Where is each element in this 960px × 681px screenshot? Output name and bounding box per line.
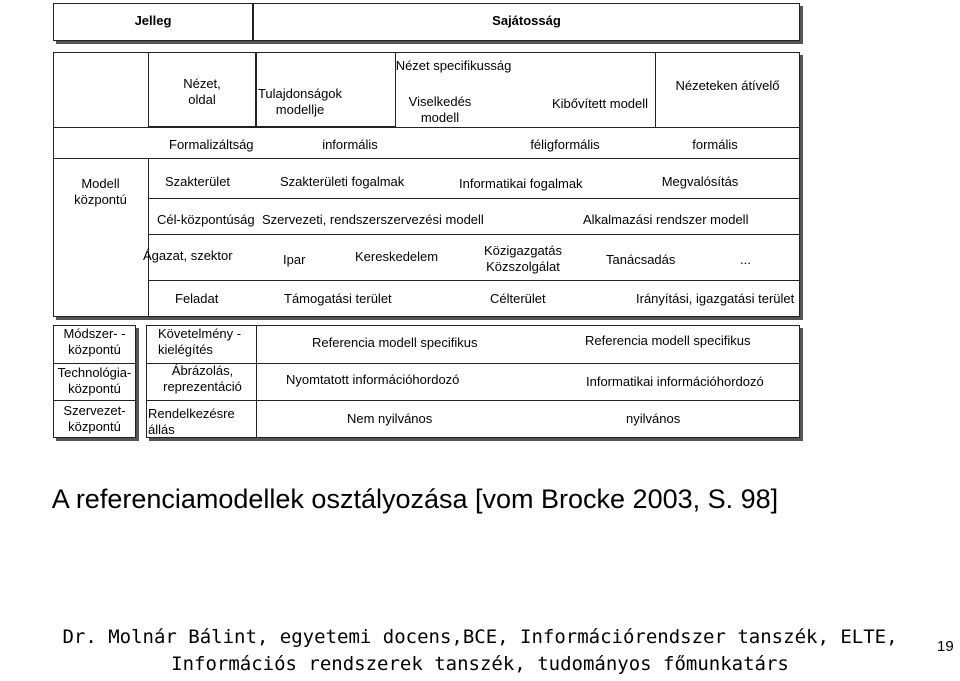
agazat-ellipsis: ... xyxy=(740,252,751,267)
abrazolas-reprezentacio: Ábrázolás, reprezentáció xyxy=(163,363,242,394)
agazat-label: Ágazat, szektor xyxy=(143,248,233,263)
megvalositas: Megvalósítás xyxy=(661,174,739,189)
agazat-kozigazgatas: Közigazgatás Közszolgálat xyxy=(483,243,563,274)
nezeteken-ativelo: Nézeteken átívelő xyxy=(675,78,780,93)
iranyitasi-terulet: Irányítási, igazgatási terület xyxy=(636,291,795,306)
nezet-divider-1 xyxy=(655,52,656,127)
cel-bottom-line xyxy=(148,234,800,235)
cel-kozpontusag-label: Cél-központúság xyxy=(157,212,255,227)
rendelkezesre-allas: Rendelkezésre állás xyxy=(148,406,235,437)
szakteruleti-fogalmak: Szakterületi fogalmak xyxy=(280,174,405,189)
tulajdonsagok-modellje: Tulajdonságok modellje xyxy=(257,86,343,117)
agazat-bottom-line xyxy=(148,280,800,281)
nezet-label: Nézet, oldal xyxy=(183,76,221,107)
kovetelmeny-kielegites: Követelmény - kielégítés xyxy=(158,326,242,357)
formalizaltsag-informalis: informális xyxy=(322,137,378,152)
nezet-specifikussag: Nézet specifikusság xyxy=(395,58,512,73)
header-jelleg: Jelleg xyxy=(134,13,172,28)
slide-caption: A referenciamodellek osztályozása [vom Brocke 2003, S. 98] xyxy=(51,484,779,514)
szakterulet-label: Szakterület xyxy=(165,174,231,189)
formalizaltsag-label: Formalizáltság xyxy=(169,137,254,152)
agazat-ipar: Ipar xyxy=(283,252,306,267)
informatikai-fogalmak: Informatikai fogalmak xyxy=(459,176,583,191)
alkalmazasi-rendszer-modell: Alkalmazási rendszer modell xyxy=(583,212,749,227)
lower-main-divider xyxy=(256,325,257,438)
kibovitett-modell: Kibővített modell xyxy=(551,96,649,111)
formalizaltsag-bottom-line xyxy=(53,158,800,159)
formalizaltsag-formalis: formális xyxy=(692,137,738,152)
viselkedes-modell: Viselkedés modell xyxy=(408,94,472,125)
nyomtatott-informaciohordozo: Nyomtatott információhordozó xyxy=(286,372,460,387)
formalizaltsag-feligformalis: féligformális xyxy=(530,137,600,152)
technologia-kozpontu: Technológia- központú xyxy=(57,365,132,396)
szakterulet-bottom-line xyxy=(148,198,800,199)
header-sajatossag: Sajátosság xyxy=(492,13,561,28)
slide-footer xyxy=(0,624,960,678)
referencia-modell-specifikus-2: Referencia modell specifikus xyxy=(585,333,751,348)
nezet-bottom-line xyxy=(53,127,800,128)
celterulet: Célterület xyxy=(490,291,546,306)
footer-line-1: Dr. Molnár Bálint, egyetemi docens,BCE, Információrendszer tanszék, ELTE, xyxy=(62,626,898,648)
szervezeti-modell: Szervezeti, rendszerszervezési modell xyxy=(262,212,484,227)
informatikai-informaciohordozo: Informatikai információhordozó xyxy=(586,374,764,389)
modszer-kozpontu: Módszer- - központú xyxy=(63,326,126,357)
modell-kozpontu-divider xyxy=(148,158,149,317)
page-number: 19 xyxy=(937,638,954,655)
nyilvanos: nyilvános xyxy=(626,411,681,426)
szervezet-kozpontu: Szervezet- központú xyxy=(63,403,126,434)
feladat-label: Feladat xyxy=(175,291,219,306)
agazat-kereskedelem: Kereskedelem xyxy=(355,249,439,264)
footer-line-2: Információs rendszerek tanszék, tudományos főmunkatárs xyxy=(171,653,789,675)
agazat-tanacsadas: Tanácsadás xyxy=(606,252,676,267)
lower-left-line-2 xyxy=(53,400,136,401)
lower-main-line-2 xyxy=(146,400,800,401)
nem-nyilvanos: Nem nyilvános xyxy=(347,411,433,426)
tamogatasi-terulet: Támogatási terület xyxy=(284,291,392,306)
lower-left-line-1 xyxy=(53,363,136,364)
modell-kozpontu-label: Modell központú xyxy=(74,176,127,207)
referencia-modell-specifikus-1: Referencia modell specifikus xyxy=(312,335,478,350)
